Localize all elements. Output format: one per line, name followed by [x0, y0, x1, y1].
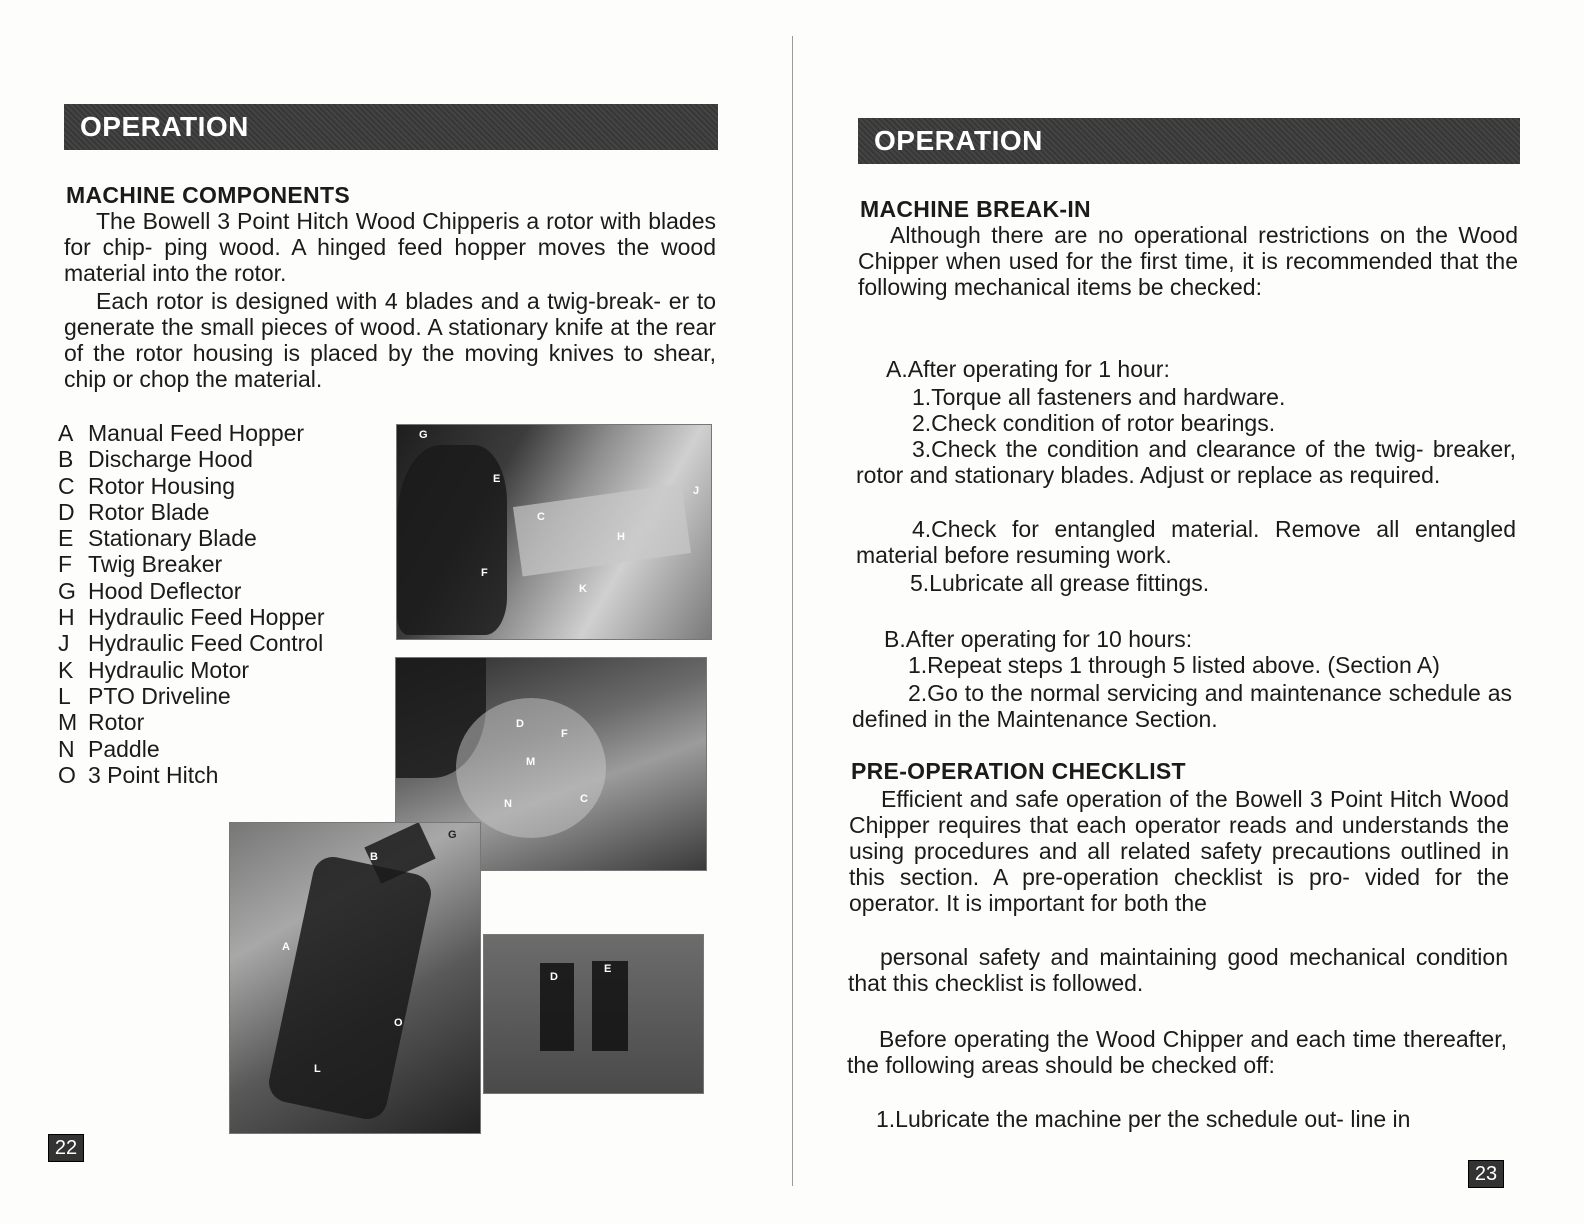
components-list	[58, 420, 325, 788]
component-item: C Rotor Housing	[58, 472, 236, 499]
right-section-banner: OPERATION	[858, 118, 1520, 164]
checklist-paragraph-3: Before operating the Wood Chipper and each time thereafter, the following areas should be checked off:	[847, 1026, 1507, 1078]
components-paragraph-1: The Bowell 3 Point Hitch Wood Chipperis a rotor with blades for chip- ping wood. A hinged feed hopper moves the wood material into the rotor.	[64, 208, 716, 286]
checklist-paragraph-2: personal safety and maintaining good mechanical condition that this checklist is followed.	[848, 944, 1508, 996]
components-paragraph-2: Each rotor is designed with 4 blades and a twig-break- er to generate the small pieces of wood. A stationary knife at the rear of the rotor housing is placed by the moving knives to shear, chip or chop the material.	[64, 288, 716, 392]
pre-operation-checklist-heading: PRE-OPERATION CHECKLIST	[851, 758, 1186, 784]
component-item: A Manual Feed Hopper	[58, 420, 305, 446]
page-number-right: 23	[1468, 1160, 1504, 1188]
machine-components-heading: MACHINE COMPONENTS	[66, 182, 350, 208]
chipper-full-photo: B G A O L	[229, 822, 481, 1134]
component-item: N Paddle	[58, 735, 160, 762]
section-a-step: 1.Torque all fasteners and hardware.	[912, 384, 1286, 410]
section-a-step: 2.Check condition of rotor bearings.	[912, 410, 1276, 436]
section-b-title: B.After operating for 10 hours:	[884, 626, 1193, 652]
checklist-paragraph-1: Efficient and safe operation of the Bowell 3 Point Hitch Wood Chipper requires that each operator reads and understands the using procedures and all related safety precautions outlined in this section. A pre-operation checklist is pro- vided for the operator. It is important for both the	[849, 786, 1509, 916]
page-gutter	[792, 36, 793, 1186]
component-item: H Hydraulic Feed Hopper	[58, 604, 325, 631]
component-item: E Stationary Blade	[58, 525, 257, 552]
component-item: M Rotor	[58, 709, 145, 736]
blades-photo: D E	[483, 934, 704, 1094]
section-a-step: 3.Check the condition and clearance of the twig- breaker, rotor and stationary blades. Adjust or replace as required.	[856, 436, 1516, 488]
section-a-step: 5.Lubricate all grease fittings.	[910, 570, 1210, 596]
component-item: J Hydraulic Feed Control	[58, 630, 324, 657]
component-item: K Hydraulic Motor	[58, 656, 250, 683]
component-item: O 3 Point Hitch	[58, 761, 219, 788]
component-item: G Hood Deflector	[58, 577, 242, 604]
section-a-step: 4.Check for entangled material. Remove all entangled material before resuming work.	[856, 516, 1516, 568]
section-b-step: 2.Go to the normal servicing and maintenance schedule as defined in the Maintenance Section.	[852, 680, 1512, 732]
chipper-rotor-photo: D F M N C	[395, 657, 707, 871]
machine-breakin-heading: MACHINE BREAK-IN	[860, 196, 1091, 222]
component-item: L PTO Driveline	[58, 682, 231, 709]
page-number-left: 22	[48, 1134, 84, 1162]
chipper-top-photo: G J E C H F K	[396, 424, 712, 640]
section-a-title: A.After operating for 1 hour:	[886, 356, 1170, 382]
left-section-banner: OPERATION	[64, 104, 718, 150]
component-item: B Discharge Hood	[58, 446, 253, 473]
checklist-item: 1.Lubricate the machine per the schedule out- line in	[876, 1106, 1411, 1132]
component-item: F Twig Breaker	[58, 551, 223, 578]
section-b-step: 1.Repeat steps 1 through 5 listed above. (Section A)	[908, 652, 1440, 678]
breakin-intro: Although there are no operational restrictions on the Wood Chipper when used for the first time, it is recommended that the following mechanical items be checked:	[858, 222, 1518, 300]
component-item: D Rotor Blade	[58, 498, 210, 525]
